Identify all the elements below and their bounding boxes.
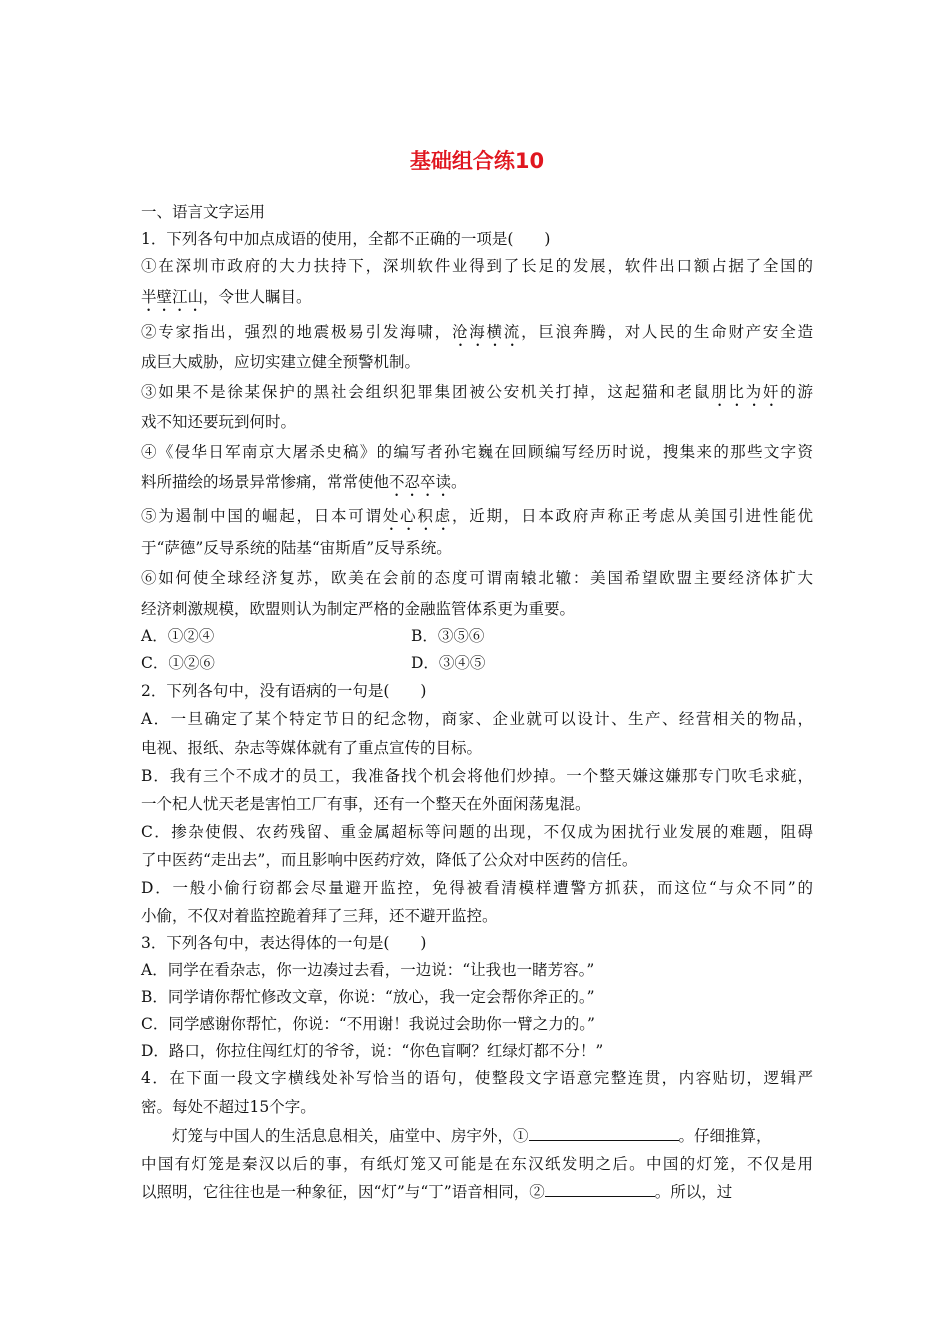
idiom: 南辕北辙	[503, 569, 573, 587]
q1-stem: 1．下列各句中加点成语的使用，全都不正确的一项是( )	[141, 230, 551, 248]
q4-passage-line1	[172, 1126, 813, 1146]
q1-option-b: B．③⑤⑥	[411, 627, 485, 645]
q3-option-d: D．路口，你拉住闯红灯的爷爷，说：“你色盲啊？红绿灯都不分！”	[141, 1042, 604, 1060]
q4-stem-line1: 4．在下面一段文字横线处补写恰当的语句，使整段文字语意完整连贯，内容贴切，逻辑严	[141, 1069, 813, 1087]
q1-s6-line1	[141, 568, 813, 588]
q1-s3-line1	[141, 382, 813, 402]
text: ，近期，日本政府声称正考虑从美国引进性能优	[451, 507, 813, 525]
text: ②专家指出，强烈的地震极易引发海啸，	[141, 323, 452, 341]
q2-option-d-line2: 小偷，不仅对着监控跪着拜了三拜，还不避开监控。	[141, 907, 498, 925]
q2-stem: 2．下列各句中，没有语病的一句是( )	[141, 682, 427, 700]
text: ③如果不是徐某保护的黑社会组织犯罪集团被公安机关打掉，这起猫和老鼠	[141, 383, 712, 401]
q3-stem: 3．下列各句中，表达得体的一句是( )	[141, 934, 427, 952]
q1-option-d: D．③④⑤	[411, 654, 486, 672]
text: 灯笼与中国人的生活息息相关，庙堂中、房宇外，①	[172, 1127, 529, 1145]
text: ：美国希望欧盟主要经济体扩大	[572, 569, 813, 587]
q1-s3-line2: 戏不知还要玩到何时。	[141, 413, 297, 431]
q3-option-c: C．同学感谢你帮忙，你说：“不用谢！我说过会助你一臂之力的。”	[141, 1015, 595, 1033]
q1-s4-line2	[141, 472, 467, 492]
q4-stem-line2: 密。每处不超过15个字。	[141, 1098, 316, 1116]
q2-option-a-line2: 电视、报纸、杂志等媒体就有了重点宣传的目标。	[141, 739, 483, 757]
q1-s5-line1	[141, 506, 813, 526]
q1-s1-line2	[141, 287, 312, 307]
text: 。	[451, 473, 467, 491]
dotted-idiom: 不忍卒读	[389, 473, 452, 491]
q2-option-b-line2: 一个杞人忧天老是害怕工厂有事，还有一个整天在外面闲荡鬼混。	[141, 795, 591, 813]
text: ，令世人瞩目。	[203, 288, 312, 306]
text: 以照明，它往往也是一种象征，因“灯”与“丁”语音相同，②	[141, 1183, 545, 1201]
q3-option-b: B．同学请你帮忙修改文章，你说：“放心，我一定会帮你斧正的。”	[141, 988, 595, 1006]
q2-option-c-line2: 了中医药“走出去”，而且影响中医药疗效，降低了公众对中医药的信任。	[141, 851, 638, 869]
q2-option-d-line1: D．一般小偷行窃都会尽量避开监控，免得被看清模样遭警方抓获，而这位“与众不同”的	[141, 879, 813, 897]
text: ，巨浪奔腾，对人民的生命财产安全造	[521, 323, 813, 341]
q1-option-a: A．①②④	[141, 627, 215, 645]
q2-option-c-line1: C．掺杂使假、农药残留、重金属超标等问题的出现，不仅成为困扰行业发展的难题，阻碍	[141, 823, 813, 841]
answer-blank-2[interactable]	[545, 1182, 655, 1197]
text: 。仔细推算，	[678, 1127, 772, 1145]
dotted-idiom: 半壁江山	[141, 288, 204, 306]
text: 的游	[780, 383, 813, 401]
dotted-idiom: 处心积虑	[382, 507, 452, 525]
q1-s5-line2: 于“萨德”反导系统的陆基“宙斯盾”反导系统。	[141, 539, 452, 557]
q1-s4-line1: ④《侵华日军南京大屠杀史稿》的编写者孙宅巍在回顾编写经历时说，搜集来的那些文字资	[141, 443, 813, 461]
q1-s1-line1: ①在深圳市政府的大力扶持下，深圳软件业得到了长足的发展，软件出口额占据了全国的	[141, 257, 813, 275]
text: ⑥如何使全球经济复苏，欧美在会前的态度可谓	[141, 569, 504, 587]
text: ⑤为遏制中国的崛起，日本可谓	[141, 507, 383, 525]
q1-s2-line1	[141, 322, 813, 342]
text: 料所描绘的场景异常惨痛，常常使他	[141, 473, 390, 491]
q3-option-a: A．同学在看杂志，你一边凑过去看，一边说：“让我也一睹芳容。”	[141, 961, 595, 979]
page-title: 基础组合练10	[409, 149, 545, 173]
section-heading: 一、语言文字运用	[141, 203, 266, 221]
answer-blank-1[interactable]	[529, 1126, 679, 1141]
text: 。所以，过	[654, 1183, 733, 1201]
q2-option-a-line1: A．一旦确定了某个特定节日的纪念物，商家、企业就可以设计、生产、经营相关的物品，	[141, 710, 813, 728]
q4-passage-line3	[141, 1182, 813, 1202]
q1-s6-line2: 经济刺激规模，欧盟则认为制定严格的金融监管体系更为重要。	[141, 600, 576, 618]
q1-s2-line2: 成巨大威胁，应切实建立健全预警机制。	[141, 353, 421, 371]
dotted-idiom: 沧海横流	[451, 323, 522, 341]
q2-option-b-line1: B．我有三个不成才的员工，我准备找个机会将他们炒掉。一个整天嫌这嫌那专门吹毛求疵，	[141, 767, 813, 785]
dotted-idiom: 朋比为奸	[711, 383, 781, 401]
q4-passage-line2: 中国有灯笼是秦汉以后的事，有纸灯笼又可能是在东汉纸发明之后。中国的灯笼，不仅是用	[141, 1155, 813, 1173]
q1-option-c: C．①②⑥	[141, 654, 215, 672]
